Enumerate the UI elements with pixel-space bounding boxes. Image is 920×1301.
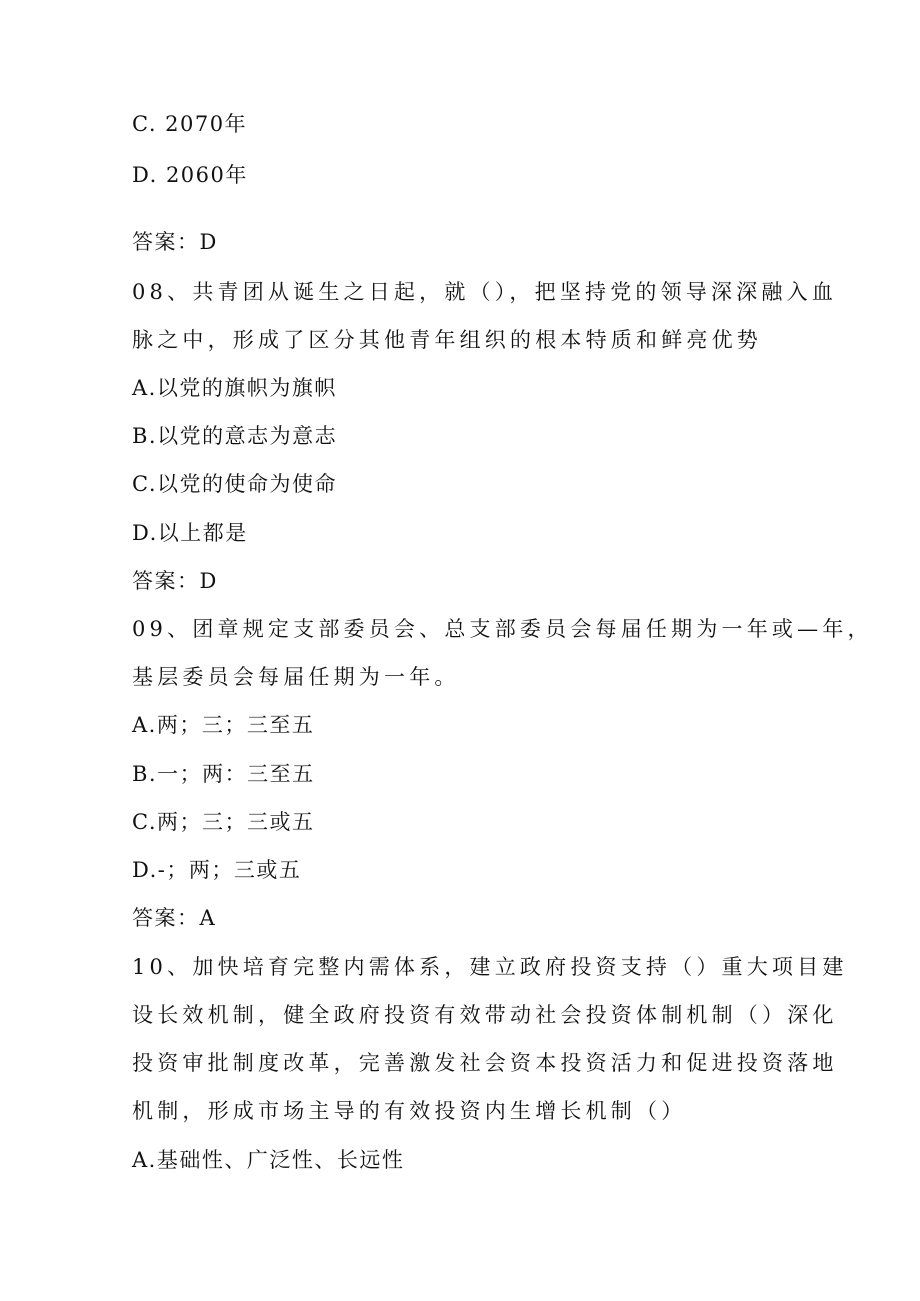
question-10-line-4: 机制，形成市场主导的有效投资内生增长机制（） [132,1099,687,1123]
answer-07: 答案：D [132,230,218,254]
option-09-b: B.一；两：三至五 [132,762,315,786]
option-10-a: A.基础性、广泛性、长远性 [132,1148,405,1172]
question-09-line-1: 09、团章规定支部委员会、总支部委员会每届任期为一年或—年， [132,617,873,641]
option-d-year: D. 2060年 [132,163,248,187]
option-08-a: A.以党的旗帜为旗帜 [132,376,337,400]
option-09-c: C.两；三；三或五 [132,810,315,834]
option-09-a: A.两；三；三至五 [132,713,315,737]
option-09-d: D.-；两；三或五 [132,858,302,882]
option-08-b: B.以党的意志为意志 [132,424,338,448]
question-10-line-3: 投资审批制度改革，完善激发社会资本投资活力和促进投资落地 [132,1051,838,1075]
answer-08: 答案：D [132,569,218,593]
answer-09: 答案：A [132,906,217,930]
question-09-line-2: 基层委员会每届任期为一年。 [132,665,460,689]
question-08-line-2: 脉之中，形成了区分其他青年组织的根本特质和鲜亮优势 [132,328,762,352]
question-08-line-1: 08、共青团从诞生之日起，就（），把坚持党的领导深深融入血 [132,280,838,304]
question-10-line-2: 设长效机制，健全政府投资有效带动社会投资体制机制（）深化 [132,1003,838,1027]
option-08-c: C.以党的使命为使命 [132,472,337,496]
question-10-line-1: 10、加快培育完整内需体系，建立政府投资支持（）重大项目建 [132,955,848,979]
option-c-year: C. 2070年 [132,112,248,136]
option-08-d: D.以上都是 [132,521,248,545]
